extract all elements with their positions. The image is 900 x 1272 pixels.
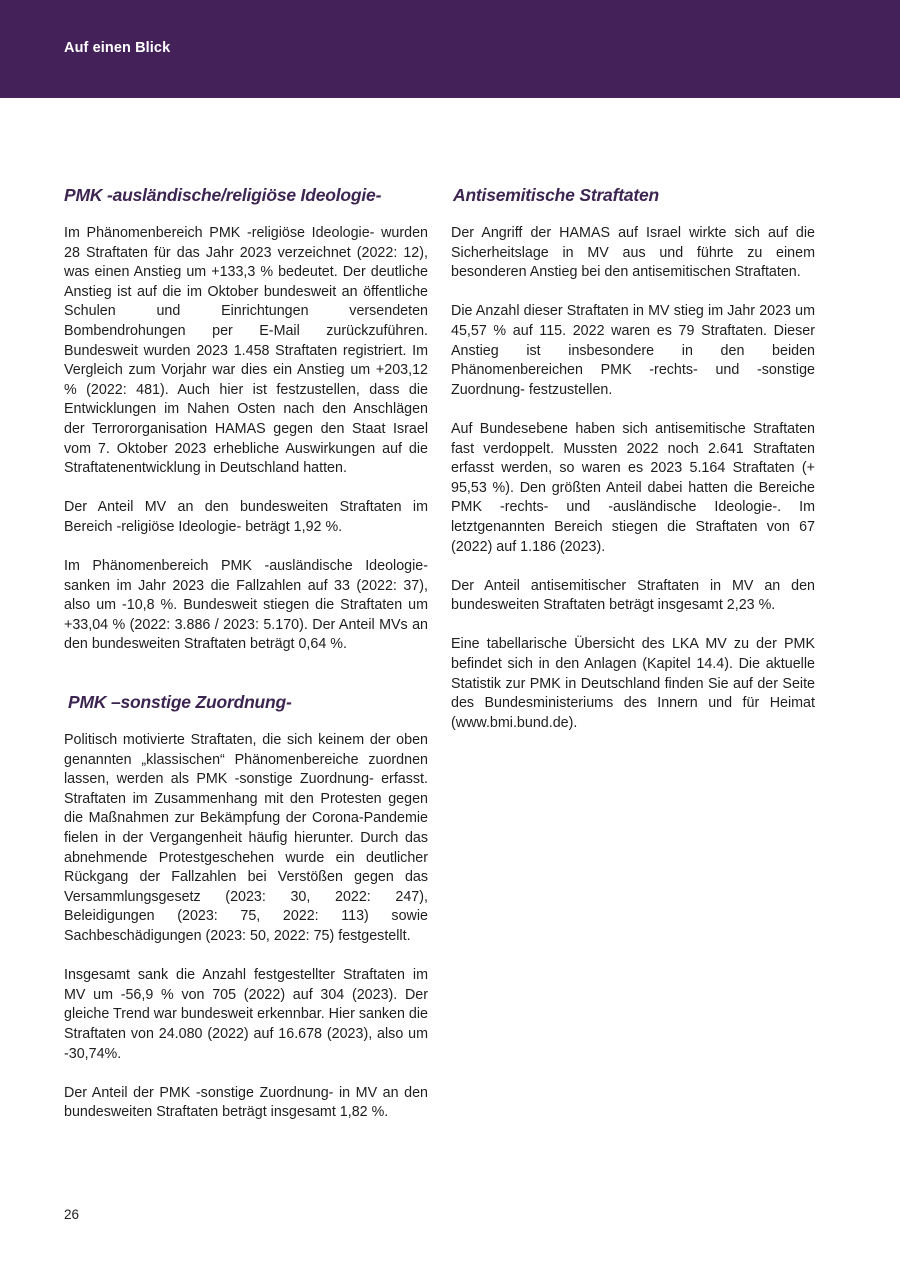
right-column — [451, 184, 815, 733]
paragraph: Politisch motivierte Straftaten, die sich keinem der oben genannten „klassischen“ Phänomenbereiche zuordnen lassen, werden als PMK -sonstige Zuordnung- erfasst. Straftaten im Zusammenhang mit den Protesten gegen die Maßnahmen zur Bekämpfung der Corona-Pandemie fielen in der Vergangenheit häufig hierunter. Durch das abnehmende Protestgeschehen wurde ein deutlicher Rückgang der Fallzahlen bei Verstößen gegen das Versammlungsgesetz (2023: 30, 2022: 247), Beleidigungen (2023: 75, 2022: 113) sowie Sachbeschädigungen (2023: 50, 2022: 75) festgestellt. — [64, 732, 428, 944]
paragraph: Der Angriff der HAMAS auf Israel wirkte sich auf die Sicherheitslage in MV aus und führte zu einem besonderen Anstieg bei den antisemitischen Straftaten. — [451, 225, 815, 281]
paragraph: Der Anteil MV an den bundesweiten Straftaten im Bereich -religiöse Ideologie- beträgt 1,92 %. — [64, 499, 428, 535]
header-label: Auf einen Blick — [64, 40, 171, 56]
paragraph: Der Anteil der PMK -sonstige Zuordnung- in MV an den bundesweiten Straftaten beträgt insgesamt 1,82 %. — [64, 1084, 428, 1121]
left-column — [64, 184, 428, 1123]
paragraph: Eine tabellarische Übersicht des LKA MV zu der PMK befindet sich in den Anlagen (Kapitel 14.4). Die aktuelle Statistik zur PMK in Deutschland finden Sie auf der Seite des Bundesministeriums des Innern und für Heimat (www.bmi.bund.de). — [451, 636, 815, 731]
section-heading-sonstige-zuordnung: PMK –sonstige Zuordnung- — [68, 692, 292, 713]
paragraph: Insgesamt sank die Anzahl festgestellter Straftaten im MV um -56,9 % von 705 (2022) auf 304 (2023). Der gleiche Trend war bundesweit erkennbar. Hier sanken die Straftaten von 24.080 (2022) auf 16.678 (2023), also um -30,74%. — [64, 967, 428, 1062]
paragraph: Im Phänomenbereich PMK -religiöse Ideologie- wurden 28 Straftaten für das Jahr 2023 verzeichnet (2022: 12), was einen Anstieg um +133,3 % bedeutet. Der deutliche Anstieg ist auf die im Oktober bundesweit an öffentliche Schulen und Einrichtungen versendeten Bombendrohungen per E-Mail zurückzuführen. Bundesweit wurden 2023 1.458 Straftaten registriert. Im Vergleich zum Vorjahr war dies ein Anstieg um +203,12 % (2022: 481). Auch hier ist festzustellen, dass die Entwicklungen im Nahen Osten nach den Anschlägen der Terrororganisation HAMAS gegen den Staat Israel vom 7. Oktober 2023 erhebliche Auswirkungen auf die Straftatenentwicklung in Deutschland hatten. — [64, 225, 428, 477]
paragraph: Im Phänomenbereich PMK -ausländische Ideologie- sanken im Jahr 2023 die Fallzahlen auf 33 (2022: 37), also um -10,8 %. Bundesweit stiegen die Straftaten um +33,04 % (2022: 3.886 / 2023: 5.170). Der Anteil MVs an den bundesweiten Straftaten beträgt 0,64 %. — [64, 558, 428, 653]
section-heading-antisemitische-straftaten: Antisemitische Straftaten — [453, 185, 660, 205]
paragraph: Die Anzahl dieser Straftaten in MV stieg im Jahr 2023 um 45,57 % auf 115. 2022 waren es 79 Straftaten. Dieser Anstieg ist insbesondere in den beiden Phänomenbereichen PMK -rechts- und -sonstige Zuordnung- festzustellen. — [451, 303, 815, 398]
paragraph: Der Anteil antisemitischer Straftaten in MV an den bundesweiten Straftaten beträgt insgesamt 2,23 %. — [451, 577, 815, 614]
page-number: 26 — [64, 1207, 80, 1222]
header-band — [0, 0, 900, 98]
section-heading-religioese-ideologie: PMK -ausländische/religiöse Ideologie- — [64, 185, 382, 205]
paragraph: Auf Bundesebene haben sich antisemitische Straftaten fast verdoppelt. Mussten 2022 noch 2.641 Straftaten erfasst werden, so waren es 2023 5.164 Straftaten (+ 95,53 %). Den größten Anteil dabei hatten die Bereiche PMK -rechts- und -ausländische Ideologie-. Im letztgenannten Bereich stiegen die Straftaten von 67 (2022) auf 1.186 (2023). — [451, 420, 815, 555]
